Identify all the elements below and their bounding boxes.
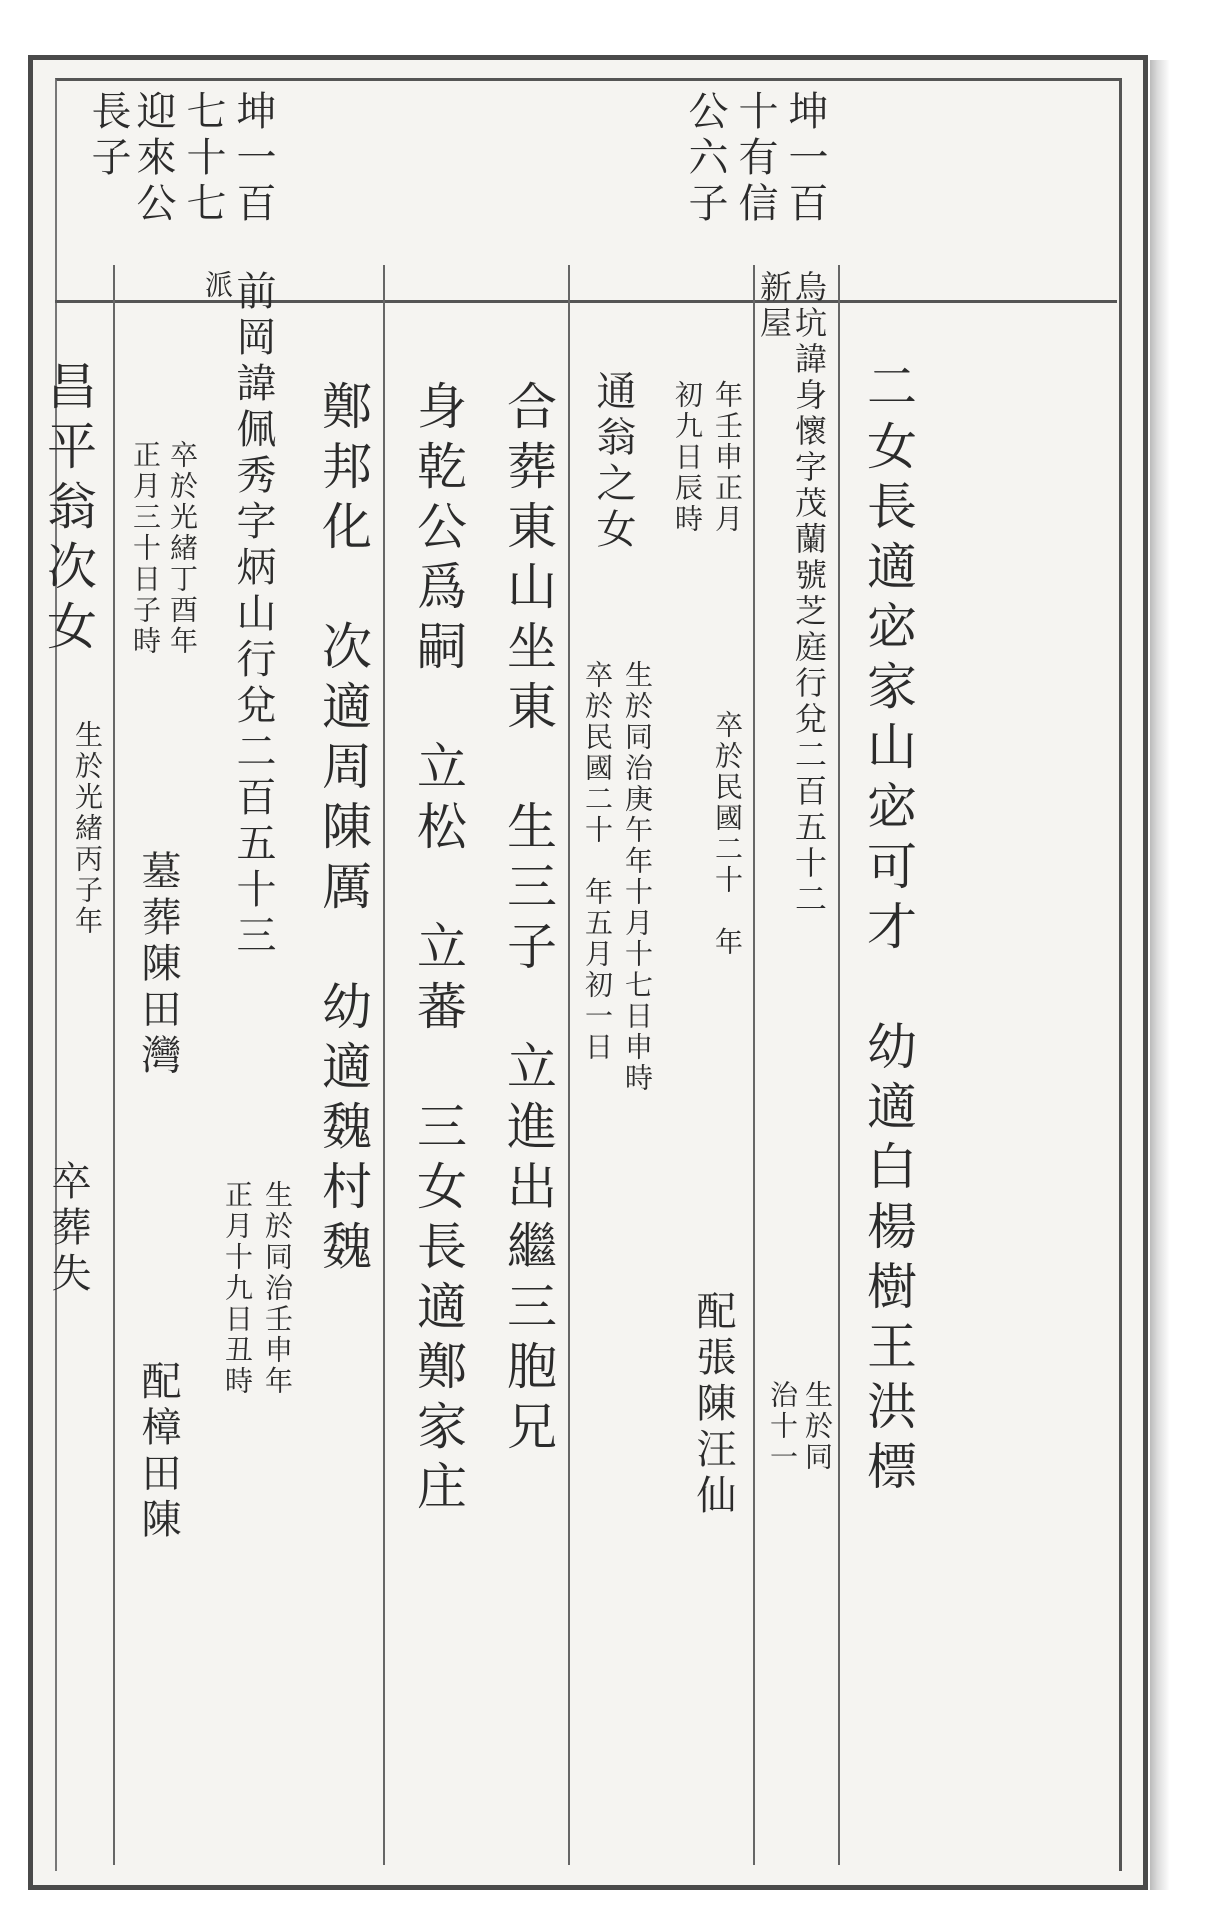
text-column: 通翁之女 bbox=[590, 370, 636, 554]
column-divider bbox=[113, 265, 115, 1865]
header-text: 十有信 bbox=[732, 90, 778, 228]
page-edge-shadow bbox=[1150, 60, 1170, 1890]
text-column: 生於同治庚午年十月十七日申時 bbox=[621, 660, 654, 1094]
text-column: 年壬申正月 bbox=[711, 380, 744, 535]
text-column: 初九日辰時 bbox=[671, 380, 704, 535]
text-column: 昌平翁次女 bbox=[39, 360, 97, 660]
text-column: 卒於光緒丁酉年 bbox=[166, 440, 199, 657]
header-text: 坤一百 bbox=[782, 90, 828, 228]
text-column: 卒於民國二十 年五月初一日 bbox=[581, 660, 614, 1063]
text-column: 生於同 bbox=[801, 1380, 834, 1473]
text-column: 生於同治壬申年 bbox=[261, 1180, 294, 1397]
text-column: 墓葬陳田灣 bbox=[135, 850, 181, 1080]
text-column: 卒於民國二十 年 bbox=[711, 710, 744, 958]
header-text: 長子 bbox=[85, 90, 131, 182]
text-column: 二女長適宓家山宓可才 幼適白楊樹王洪標 bbox=[859, 360, 917, 1500]
genealogy-page bbox=[28, 55, 1148, 1890]
text-column: 鄭邦化 次適周陳厲 幼適魏村魏 bbox=[314, 380, 372, 1280]
header-text: 七十七 bbox=[180, 90, 226, 228]
text-column: 身乾公爲嗣 立松 立蕃 三女長適鄭家庄 bbox=[409, 380, 467, 1520]
column-divider bbox=[383, 265, 385, 1865]
text-column: 卒葬失 bbox=[45, 1160, 91, 1298]
column-divider bbox=[838, 265, 840, 1865]
header-text: 公六子 bbox=[682, 90, 728, 228]
text-column: 正月三十日子時 bbox=[129, 440, 162, 657]
header-text: 迎來公 bbox=[130, 90, 176, 228]
text-column: 前岡諱佩秀字炳山行兌二百五十三 bbox=[230, 270, 276, 960]
text-column: 烏坑諱身懷字茂蘭號芝庭行兌二百五十二 bbox=[790, 270, 828, 918]
text-column: 正月十九日丑時 bbox=[221, 1180, 254, 1397]
text-column: 治十一 bbox=[766, 1380, 799, 1473]
text-column: 新屋 bbox=[755, 270, 793, 342]
column-divider bbox=[753, 265, 755, 1865]
text-column: 合葬東山坐東 生三子 立進出繼三胞兄 bbox=[499, 380, 557, 1460]
text-column: 生於光緒丙子年 bbox=[71, 720, 104, 937]
text-column: 派 bbox=[201, 270, 234, 301]
header-text: 坤一百 bbox=[230, 90, 276, 228]
text-column: 配張陳汪仙 bbox=[690, 1290, 736, 1520]
text-column: 配樟田陳 bbox=[135, 1360, 181, 1544]
column-divider bbox=[568, 265, 570, 1865]
